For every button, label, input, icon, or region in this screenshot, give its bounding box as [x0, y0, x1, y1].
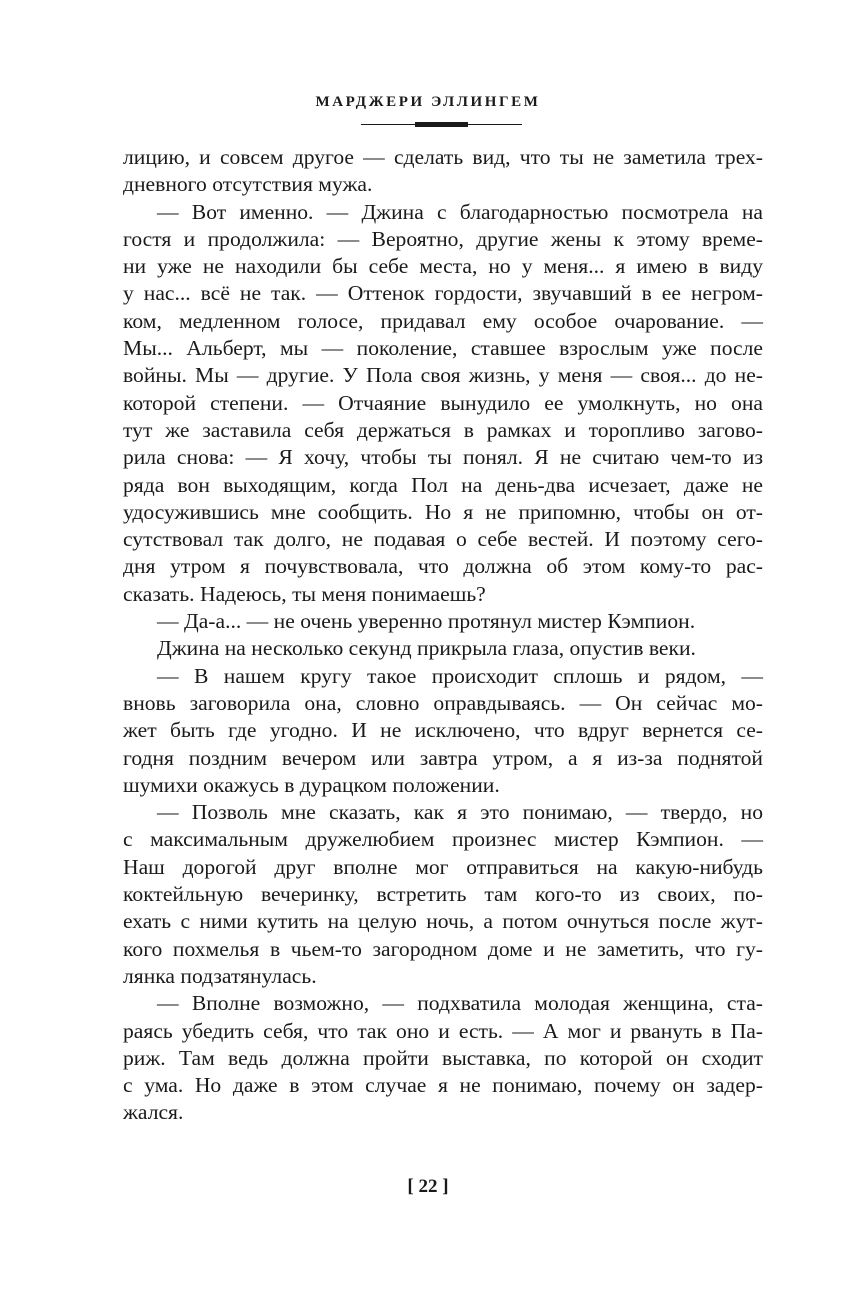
text-line: жался.	[123, 1100, 184, 1125]
text-line: Мы... Альберт, мы — поколение, ставшее взрослым уже после	[123, 336, 763, 361]
body-text	[123, 144, 763, 1127]
thick-rule	[415, 122, 468, 127]
text-line: с максимальным дружелюбием произнес мистер Кэмпион. —	[123, 827, 763, 852]
text-line: ни уже не находили бы себе места, но у меня... я имею в виду	[123, 254, 763, 279]
text-line: годня поздним вечером или завтра утром, а я из-за поднятой	[123, 745, 763, 770]
text-line: удосужившись мне сообщить. Но я не припомню, чтобы он от-	[123, 499, 763, 524]
text-line: ехать с ними кутить на целую ночь, а потом очнуться после жут-	[123, 909, 763, 934]
text-line: с ума. Но даже в этом случае я не понимаю, почему он задер-	[123, 1073, 763, 1098]
text-line: Наш дорогой друг вполне мог отправиться на какую-нибудь	[123, 854, 763, 879]
text-line: вновь заговорила она, словно оправдываясь. — Он сейчас мо-	[123, 690, 763, 715]
text-line: — Вполне возможно, — подхватила молодая женщина, ста-	[157, 991, 763, 1016]
text-line: гостя и продолжила: — Вероятно, другие жены к этому време-	[123, 226, 763, 251]
page-number: [ 22 ]	[407, 1176, 449, 1197]
text-line: рила снова: — Я хочу, чтобы ты понял. Я не считаю чем-то из	[123, 445, 763, 470]
text-line: ряда вон выходящим, когда Пол на день-два исчезает, даже не	[123, 472, 763, 497]
text-line: дневного отсутствия мужа.	[123, 172, 373, 197]
text-line: лицию, и совсем другое — сделать вид, что ты не заметила трех-	[123, 145, 763, 169]
text-line: кого похмелья в чьем-то загородном доме и не заметить, что гу-	[123, 936, 763, 961]
running-title: МАРДЖЕРИ ЭЛЛИНГЕМ	[315, 94, 541, 110]
text-line: риж. Там ведь должна пройти выставка, по которой он сходит	[123, 1045, 763, 1070]
text-line: — В нашем кругу такое происходит сплошь и рядом, —	[157, 663, 763, 688]
text-line: дня утром я почувствовала, что должна об этом кому-то рас-	[123, 554, 763, 579]
text-line: шумихи окажусь в дурацком положении.	[123, 772, 500, 797]
text-line: коктейльную вечеринку, встретить там кого-то из своих, по-	[123, 882, 763, 907]
text-line: сказать. Надеюсь, ты меня понимаешь?	[123, 581, 486, 606]
text-line: у нас... всё не так. — Оттенок гордости, звучавший в ее негром-	[123, 281, 763, 306]
text-line: — Вот именно. — Джина с благодарностью посмотрела на	[157, 199, 763, 224]
text-line: войны. Мы — другие. У Пола своя жизнь, у меня — своя... до не-	[123, 363, 763, 388]
title-rule-ornament	[361, 122, 522, 128]
text-line: которой степени. — Отчаяние вынудило ее умолкнуть, но она	[123, 390, 763, 415]
text-line: — Позволь мне сказать, как я это понимаю, — твердо, но	[157, 800, 763, 825]
text-line: сутствовал так долго, не подавая о себе вестей. И поэтому сего-	[123, 527, 763, 552]
text-line: раясь убедить себя, что так оно и есть. — А мог и рвануть в Па-	[123, 1018, 763, 1043]
text-line: жет быть где угодно. И не исключено, что вдруг вернется се-	[123, 718, 763, 743]
text-line: Джина на несколько секунд прикрыла глаза, опустив веки.	[157, 636, 696, 661]
text-line: — Да-а... — не очень уверенно протянул мистер Кэмпион.	[157, 609, 696, 634]
text-line: тут же заставила себя держаться в рамках и торопливо загово-	[123, 417, 763, 442]
text-line: ком, медленном голосе, придавал ему особое очарование. —	[123, 308, 763, 333]
text-line: лянка подзатянулась.	[123, 963, 317, 988]
